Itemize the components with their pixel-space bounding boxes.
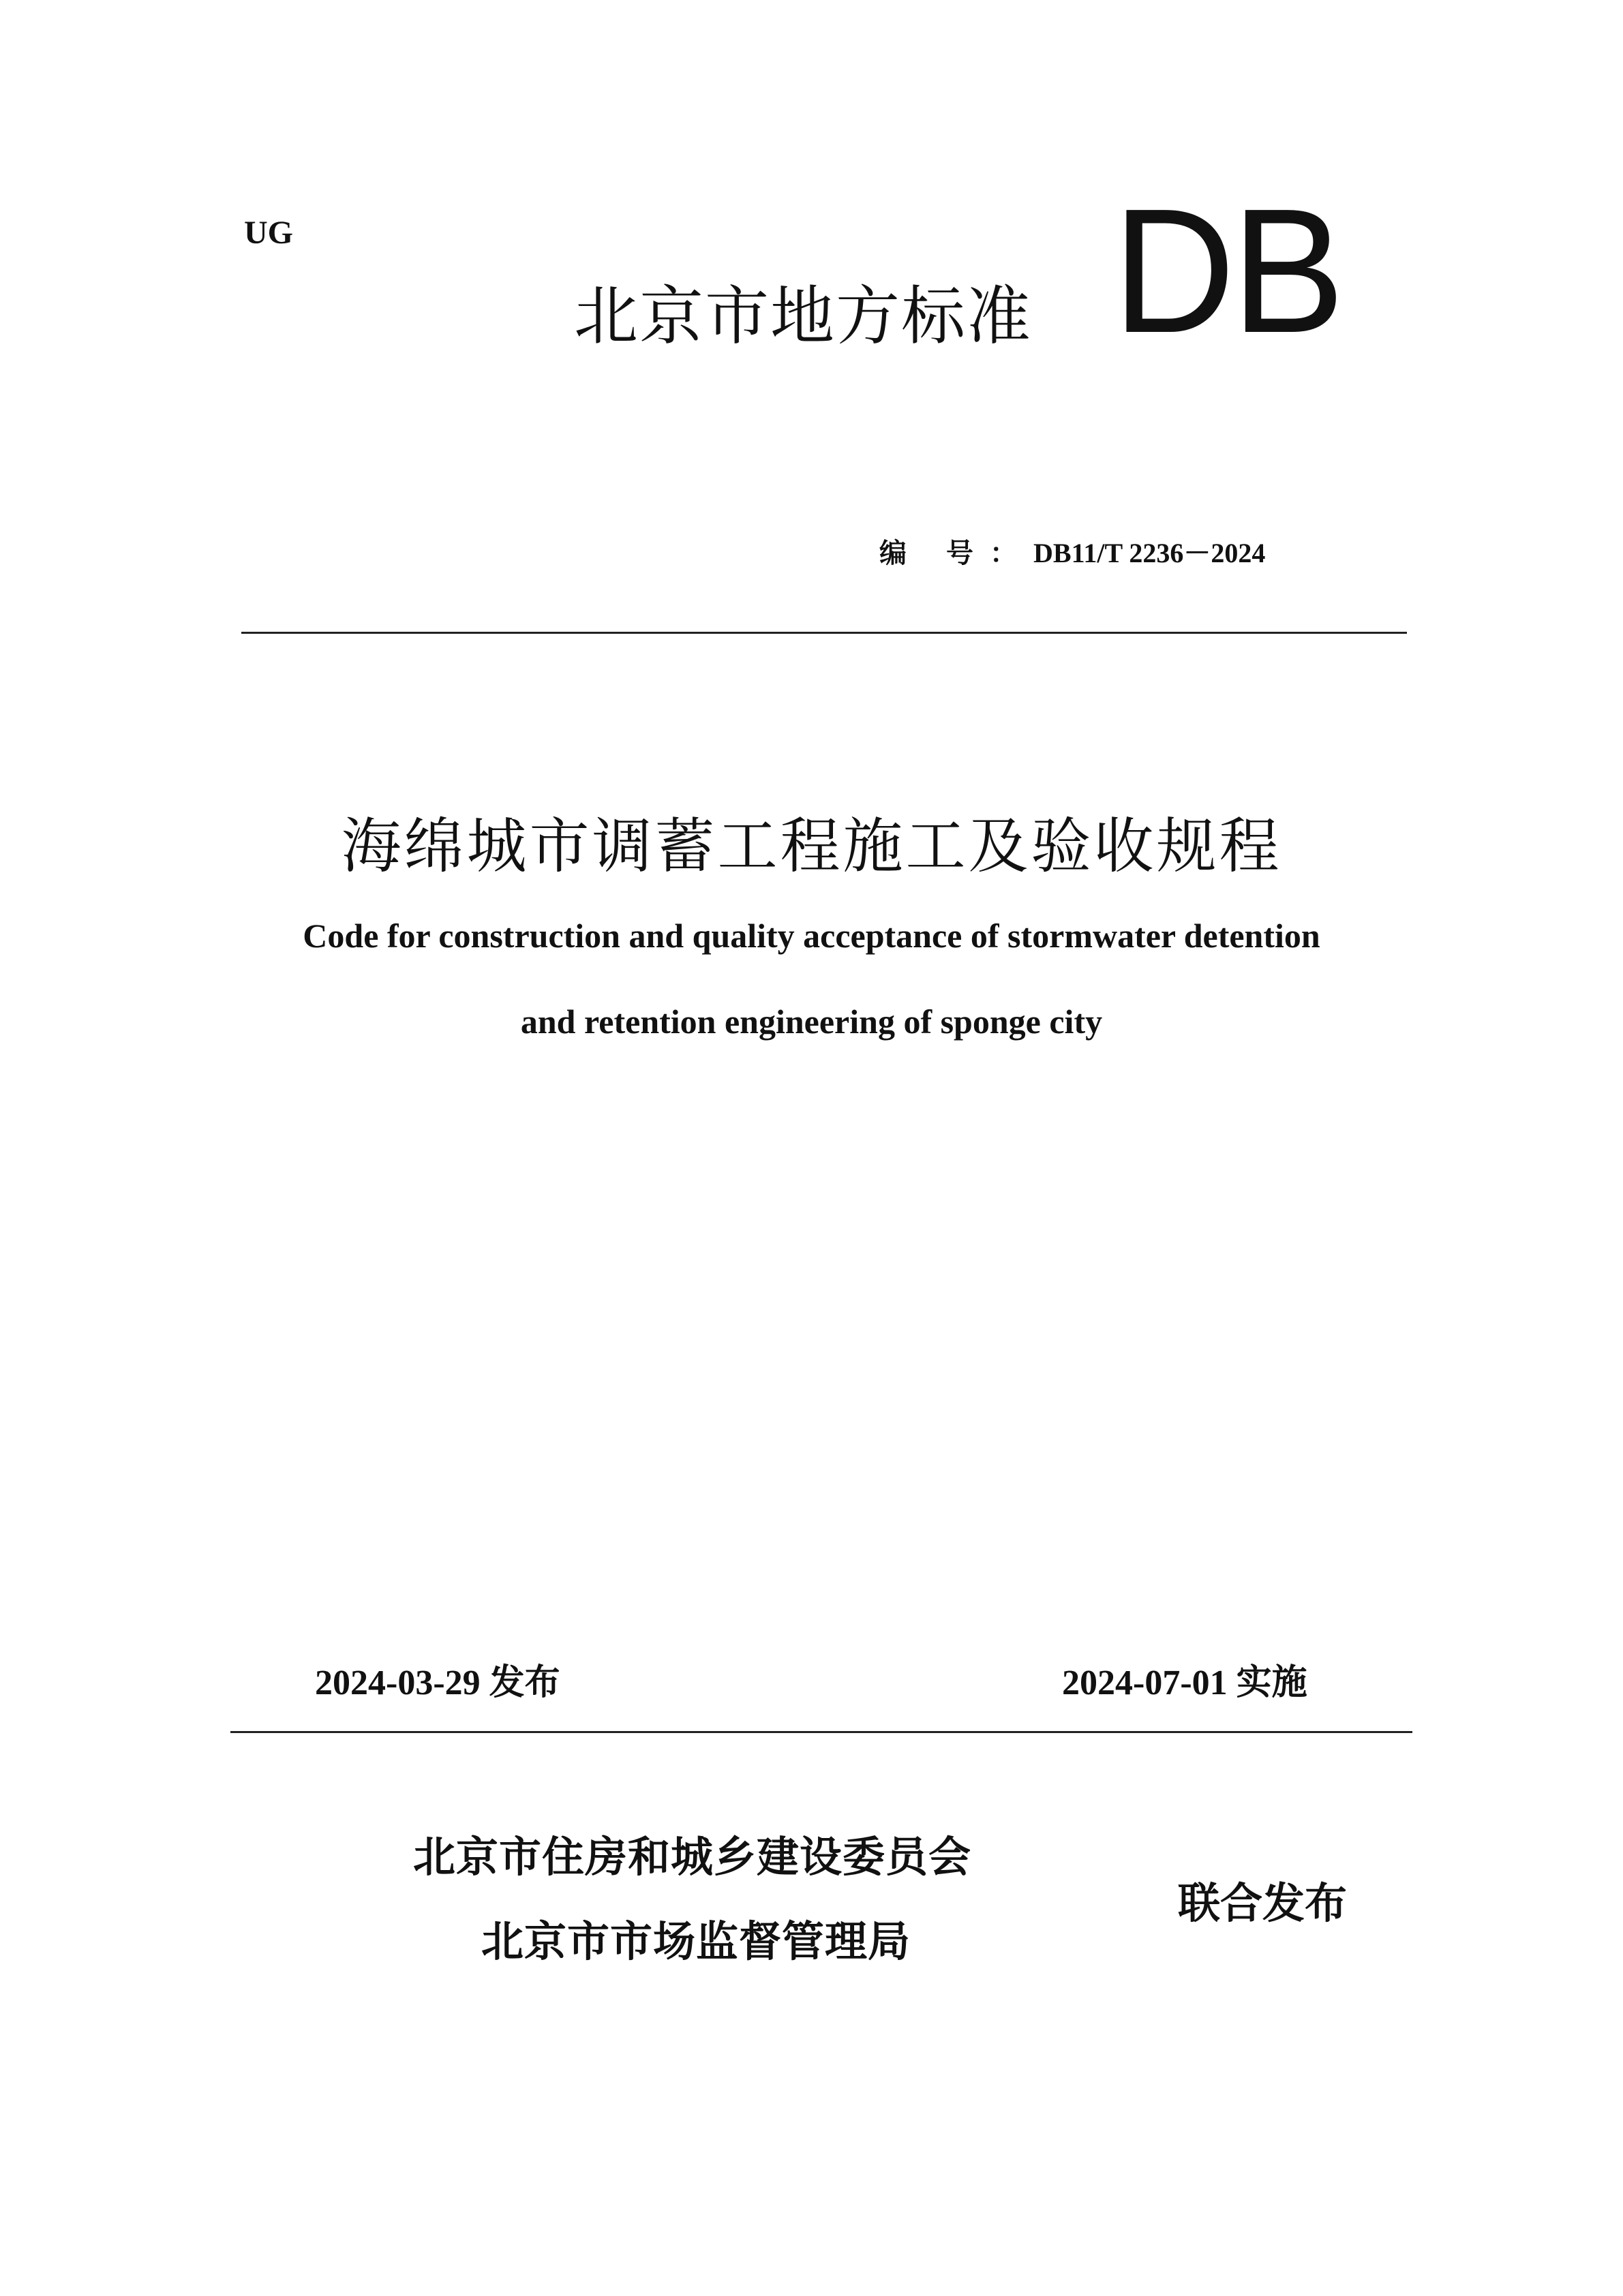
- classification-code: UG: [244, 215, 293, 251]
- db-logo: DB: [1112, 172, 1341, 370]
- standard-number-label: 编 号：: [879, 538, 1033, 568]
- document-title-en-line2: and retention engineering of sponge city: [520, 1002, 1103, 1041]
- publish-date: 2024-03-29 发布: [315, 1664, 560, 1702]
- effective-date: 2024-07-01 实施: [1062, 1664, 1307, 1702]
- document-title-zh: 海绵城市调蓄工程施工及验收规程: [341, 811, 1282, 881]
- bottom-divider: [230, 1731, 1412, 1733]
- standard-type-heading: 北京市地方标准: [574, 279, 1033, 354]
- joint-issue-label: 联合发布: [1178, 1878, 1348, 1928]
- standard-number: [879, 540, 1265, 567]
- document-title-en-line1: Code for construction and quality acceptance of stormwater detention: [303, 917, 1320, 955]
- issuer-market-supervision: 北京市市场监督管理局: [481, 1916, 911, 1966]
- standard-number-value: DB11/T 2236－2024: [1033, 538, 1266, 568]
- top-divider: [241, 632, 1407, 634]
- issuer-housing-commission: 北京市住房和城乡建设委员会: [413, 1832, 972, 1882]
